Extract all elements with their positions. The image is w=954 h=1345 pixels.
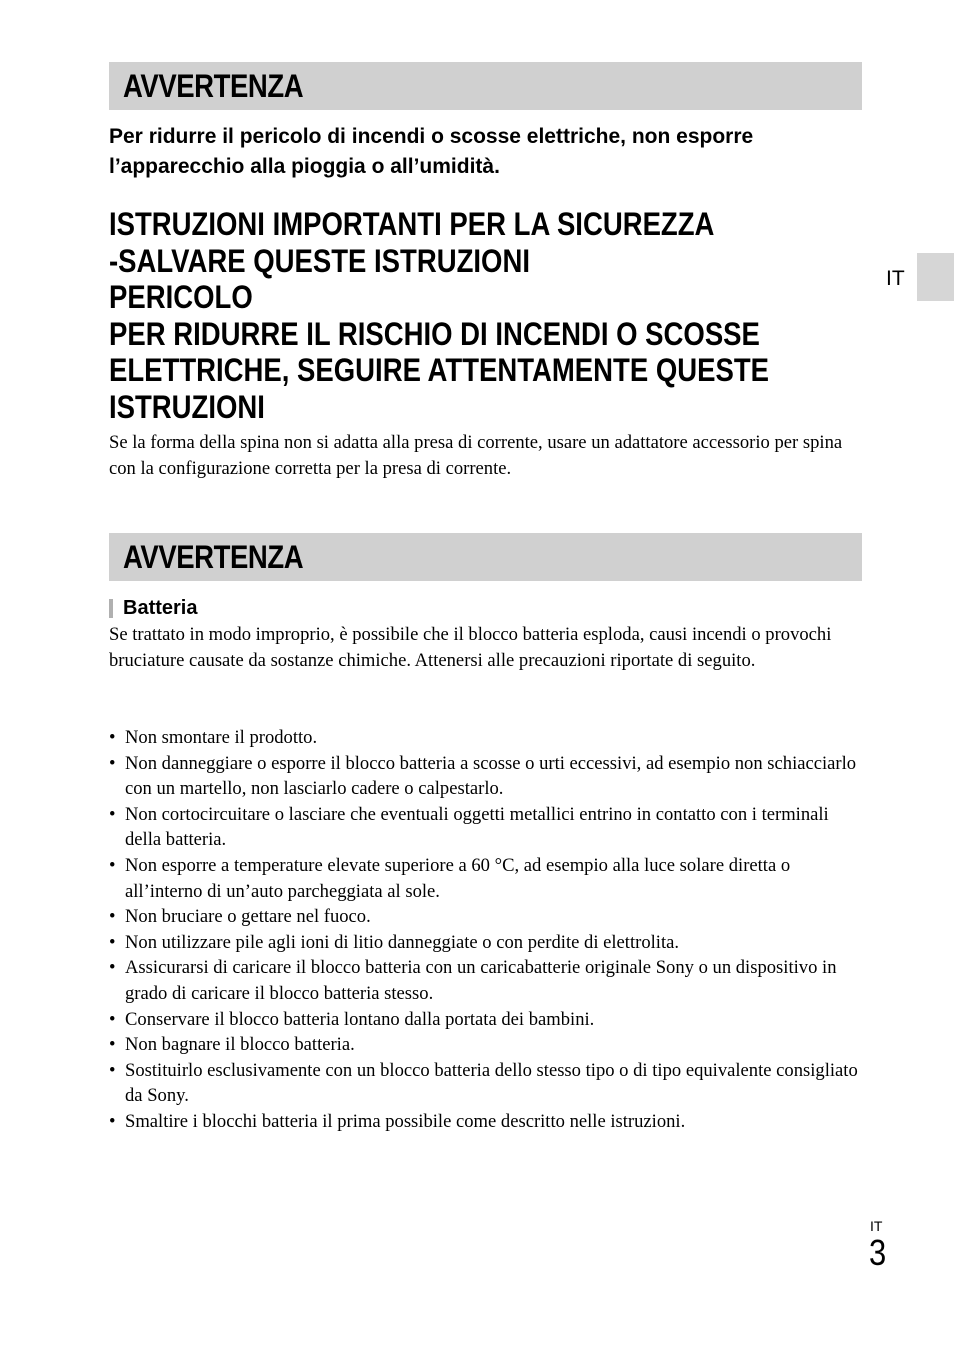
warning-lead-text: Per ridurre il pericolo di incendi o scosse elettriche, non esporre l’apparecchio alla pioggia o all’umidità. [109,125,754,178]
safety-heading-line: ISTRUZIONI IMPORTANTI PER LA SICUREZZA [109,206,715,242]
list-item [109,1109,869,1135]
list-item [109,1007,869,1033]
warning-banner-battery [109,533,862,581]
bullet-icon: • [109,1110,116,1132]
battery-subsection-title: Batteria [123,597,198,619]
list-item [109,853,869,904]
bullet-icon: • [109,957,116,979]
list-item-text: Non smontare il prodotto. [125,727,318,748]
list-item [109,1058,869,1109]
bullet-icon: • [109,854,116,876]
list-item [109,802,869,853]
list-item [109,1032,869,1058]
bullet-icon: • [109,803,116,825]
list-item [109,930,869,956]
list-item-text: Non bagnare il blocco batteria. [125,1034,355,1056]
safety-instructions-heading [109,206,954,426]
plug-adapter-note: Se la forma della spina non si adatta alla presa di corrente, usare un adattatore accessorio per spina con la configurazione corretta per la presa di corrente. [109,432,843,479]
warning-banner-title: AVVERTENZA [123,538,304,575]
battery-intro-text: Se trattato in modo improprio, è possibile che il blocco batteria esploda, causi incendi o provochi bruciature causate da sostanze chimiche. Attenersi alle precauzioni riportate di seguito. [109,624,832,671]
list-item [109,751,869,802]
subsection-marker [109,599,113,618]
safety-heading-line: ELETTRICHE, SEGUIRE ATTENTAMENTE QUESTE [109,352,769,389]
list-item [109,725,869,751]
list-item-text: Sostituirlo esclusivamente con un blocco batteria dello stesso tipo o di tipo equivalente consigliato da Sony. [125,1059,858,1107]
list-item-text: Non bruciare o gettare nel fuoco. [125,906,371,928]
language-side-tab [917,253,954,301]
list-item [109,904,869,930]
page-number: 3 [869,1232,887,1273]
list-item-text: Non danneggiare o esporre il blocco batteria a scosse o urti eccessivi, ad esempio non schiacciarlo con un martello, non lasciarlo cadere o calpestarlo. [125,752,857,800]
bullet-icon: • [109,1008,116,1030]
list-item [109,955,869,1006]
bullet-icon: • [109,727,116,748]
list-item-text: Non esporre a temperature elevate superiore a 60 °C, ad esempio alla luce solare diretta o all’interno di un’auto parcheggiata al sole. [125,854,791,902]
list-item-text: Non utilizzare pile agli ioni di litio danneggiate o con perdite di elettrolita. [125,931,680,953]
safety-heading-line: PER RIDURRE IL RISCHIO DI INCENDI O SCOSSE [109,315,760,352]
bullet-icon: • [109,1034,116,1056]
footer-language-code: IT [870,1218,883,1234]
bullet-icon: • [109,931,116,953]
bullet-icon: • [109,906,116,928]
safety-heading-line: ISTRUZIONI [109,388,265,425]
list-item-text: Assicurarsi di caricare il blocco batteria con un caricabatterie originale Sony o un dispositivo in grado di caricare il blocco batteria stesso. [125,957,837,1004]
bullet-icon: • [109,1059,116,1081]
battery-precautions-list [109,725,869,1135]
bullet-icon: • [109,752,116,774]
list-item-text: Smaltire i blocchi batteria il prima possibile come descritto nelle istruzioni. [125,1110,686,1132]
battery-subsection-header [109,595,197,621]
safety-heading-line: PERICOLO [109,279,253,316]
list-item-text: Conservare il blocco batteria lontano dalla portata dei bambini. [125,1008,595,1030]
list-item-text: Non cortocircuitare o lasciare che eventuali oggetti metallici entrino in contatto con i terminali della batteria. [125,803,829,851]
warning-banner [109,62,862,110]
warning-banner-title: AVVERTENZA [123,67,304,104]
language-side-label: IT [886,267,905,290]
safety-heading-line: -SALVARE QUESTE ISTRUZIONI [109,242,530,279]
